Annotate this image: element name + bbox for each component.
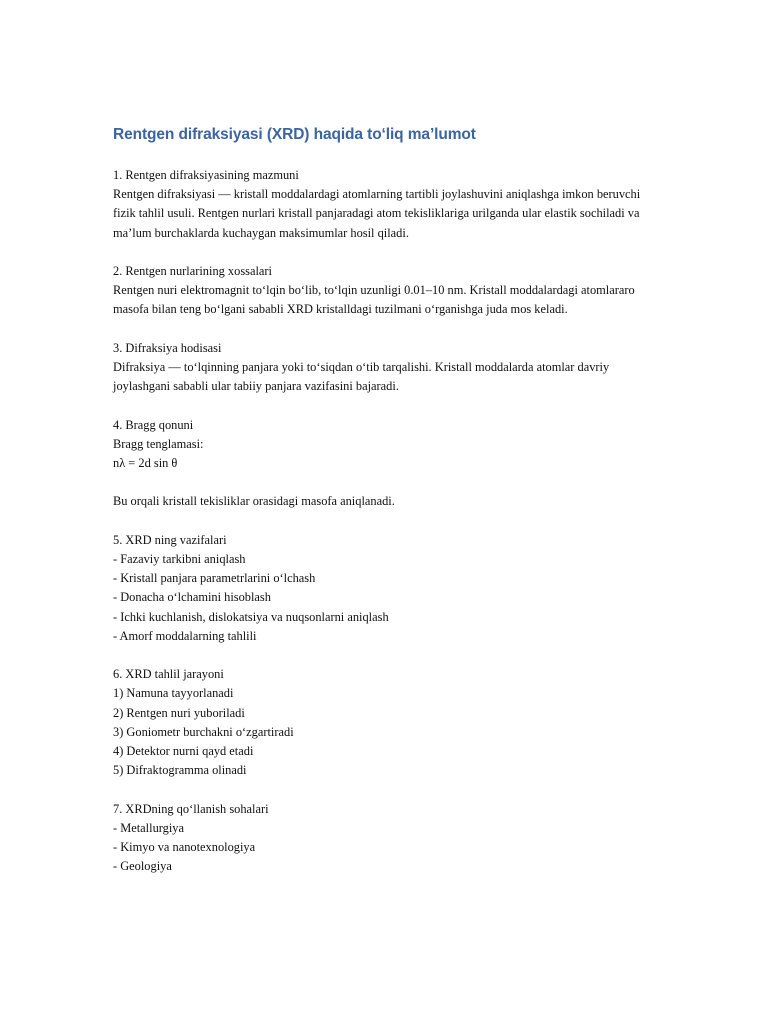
section-qollanish-sohalari [113,800,658,877]
section-body: Difraksiya — to‘lqinning panjara yoki to‘siqdan o‘tib tarqalishi. Kristall moddalarda atomlar davriy joylashgani sababli ular tabiiy panjara vazifasini bajaradi. [113,360,610,394]
section-vazifalari [113,531,658,646]
section-heading: 6. XRD tahlil jarayoni [113,667,224,682]
section-heading: 7. XRDning qo‘llanish sohalari [113,801,269,816]
section-bragg-note [113,492,658,511]
list-item: 3) Goniometr burchakni o‘zgartiradi [113,724,294,739]
list-item: - Amorf moddalarning tahlili [113,628,257,643]
section-difraksiya-hodisasi [113,339,658,397]
list-item: - Donacha o‘lchamini hisoblash [113,590,271,605]
section-tahlil-jarayoni [113,665,658,780]
list-item: 5) Difraktogramma olinadi [113,763,247,778]
list-item: - Kristall panjara parametrlarini o‘lchash [113,571,316,586]
section-xossalari [113,262,658,320]
section-heading: 3. Difraksiya hodisasi [113,340,222,355]
section-body: Rentgen difraksiyasi — kristall moddalardagi atomlarning tartibli joylashuvini aniqlashga imkon beruvchi fizik tahlil usuli. Rentgen nurlari kristall panjaradagi atom tekisliklariga urilganda ular elastik sochiladi va ma’lum burchaklarda kuchaygan maksimumlar hosil qiladi. [113,187,641,240]
section-bragg-qonuni [113,416,658,474]
section-heading: 2. Rentgen nurlarining xossalari [113,264,272,278]
document-page [113,124,658,896]
list-item: 1) Namuna tayyorlanadi [113,686,234,701]
section-body: Bu orqali kristall tekisliklar orasidagi masofa aniqlanadi. [113,494,395,509]
list-item: - Geologiya [113,859,172,874]
section-heading: 1. Rentgen difraksiyasining mazmuni [113,168,299,182]
section-mazmuni [113,166,658,243]
section-body: Rentgen nuri elektromagnit to‘lqin bo‘lib, to‘lqin uzunligi 0.01–10 nm. Kristall moddalardagi atomlararo masofa bilan teng bo‘lgani sababli XRD kristalldagi tuzilmani o‘rganishga juda mos keladi. [113,283,635,317]
list-item: Bragg tenglamasi: [113,436,204,451]
list-item: 4) Detektor nurni qayd etadi [113,744,254,758]
list-item: - Metallurgiya [113,820,184,835]
list-item: - Fazaviy tarkibni aniqlash [113,551,246,566]
section-heading: 5. XRD ning vazifalari [113,532,227,547]
list-item: - Ichki kuchlanish, dislokatsiya va nuqsonlarni aniqlash [113,609,389,624]
list-item: - Kimyo va nanotexnologiya [113,840,256,854]
list-item: 2) Rentgen nuri yuboriladi [113,705,245,720]
document-title: Rentgen difraksiyasi (XRD) haqida to‘liq ma’lumot [113,126,476,143]
section-heading: 4. Bragg qonuni [113,417,194,432]
bragg-equation: nλ = 2d sin θ [113,456,178,470]
